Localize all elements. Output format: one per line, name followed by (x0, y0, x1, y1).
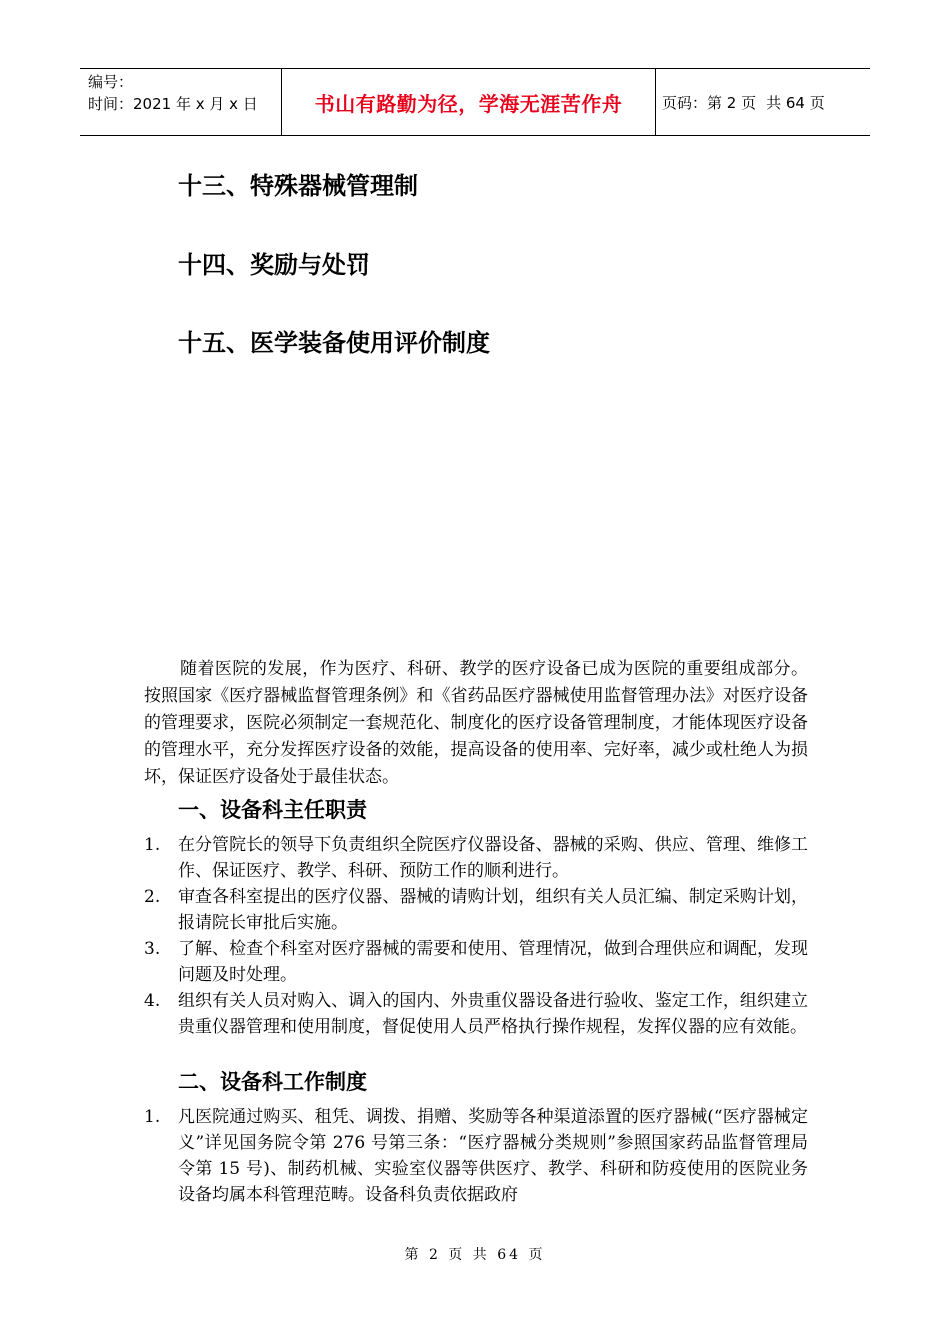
list-item-text: 审查各科室提出的医疗仪器、器械的请购计划，组织有关人员汇编、制定采购计划，报请院长审批后实施。 (178, 887, 808, 933)
header-number: 编号： (88, 73, 134, 91)
header-page-info (656, 69, 870, 135)
list-item-text: 在分管院长的领导下负责组织全院医疗仪器设备、器械的采购、供应、管理、维修工作、保证医疗、教学、科研、预防工作的顺利进行。 (178, 835, 808, 881)
intro-paragraph: 随着医院的发展，作为医疗、科研、教学的医疗设备已成为医院的重要组成部分。按照国家《医疗器械监督管理条例》和《省药品医疗器械使用监督管理办法》对医疗设备的管理要求，医院必须制定一套规范化、制度化的医疗设备管理制度，才能体现医疗设备的管理水平，充分发挥医疗设备的效能，提高设备的使用率、完好率，减少或杜绝人为损坏，保证医疗设备处于最佳状态。 (144, 659, 808, 787)
list-item (144, 988, 808, 1040)
list-item (144, 1104, 808, 1208)
list-item (144, 884, 808, 936)
header-meta (80, 69, 282, 135)
header-page-number: 页码：第 2 页 (662, 93, 757, 112)
toc-item-13: 十三、特殊器械管理制 (178, 172, 418, 200)
document-header (80, 68, 870, 136)
header-motto: 书山有路勤为径，学海无涯苦作舟 (282, 69, 656, 135)
list-item-number: 1. (144, 835, 161, 855)
header-total-pages: 共 64 页 (766, 93, 825, 112)
list-item (144, 832, 808, 884)
list-item-text: 组织有关人员对购入、调入的国内、外贵重仪器设备进行验收、鉴定工作，组织建立贵重仪器管理和使用制度，督促使用人员严格执行操作规程，发挥仪器的应有效能。 (178, 991, 808, 1037)
list-item-text: 了解、检查个科室对医疗器械的需要和使用、管理情况，做到合理供应和调配，发现问题及时处理。 (178, 939, 808, 985)
header-date: 时间：2021 年 x 月 x 日 (88, 95, 258, 113)
list-item-number: 2. (144, 887, 161, 907)
list-item-number: 4. (144, 991, 161, 1011)
page-footer: 第 2 页 共 64 页 (404, 1247, 546, 1263)
list-item-number: 1. (144, 1107, 161, 1127)
section-title-director-duties: 一、设备科主任职责 (178, 798, 367, 822)
list-item-text: 凡医院通过购买、租凭、调拨、捐赠、奖励等各种渠道添置的医疗器械(“医疗器械定义”详见国务院令第 276 号第三条：“医疗器械分类规则”参照国家药品监督管理局令第 15 号)、制药机械、实验室仪器等供医疗、教学、科研和防疫使用的医院业务设备均属本科管理范畴。设备科负责依据政府 (178, 1107, 808, 1205)
toc-item-14: 十四、奖励与处罚 (178, 251, 370, 279)
list-item-number: 3. (144, 939, 161, 959)
work-rules-list (144, 1104, 808, 1208)
section-title-work-rules: 二、设备科工作制度 (178, 1070, 367, 1094)
toc-item-15: 十五、医学装备使用评价制度 (178, 329, 490, 357)
director-duties-list (144, 832, 808, 1040)
list-item (144, 936, 808, 988)
